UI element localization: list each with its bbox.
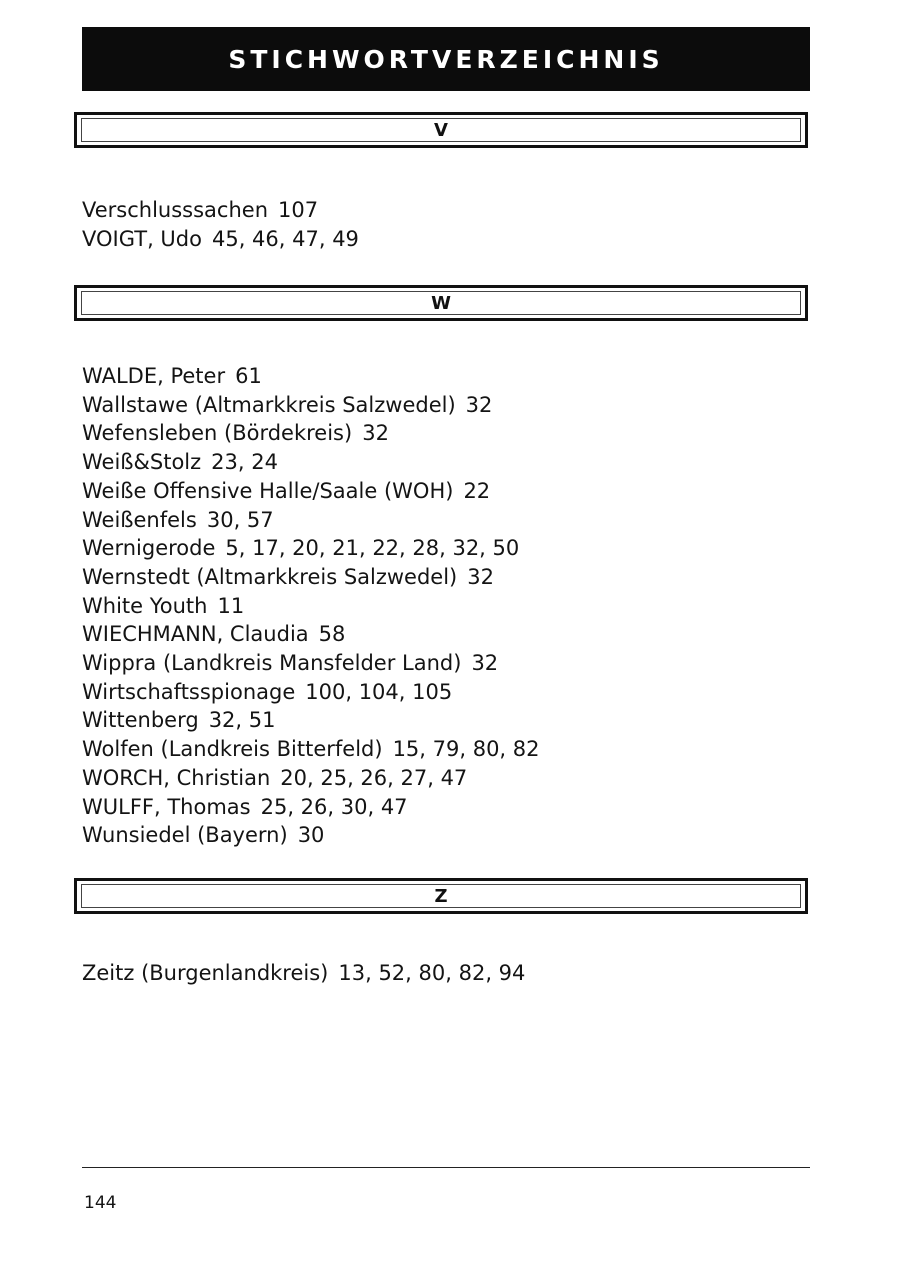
index-pages: 58 xyxy=(318,622,346,647)
index-term: WIECHMANN, Claudia xyxy=(82,622,309,647)
index-entry xyxy=(82,391,540,420)
index-entry xyxy=(82,196,359,225)
index-list-w xyxy=(82,362,540,850)
section-header-v xyxy=(74,112,808,148)
page-title: STICHWORTVERZEICHNIS xyxy=(82,27,810,91)
index-term: VOIGT, Udo xyxy=(82,226,202,251)
index-term: Zeitz (Burgenlandkreis) xyxy=(82,961,329,985)
index-pages: 45, 46, 47, 49 xyxy=(211,226,359,251)
index-term: WALDE, Peter xyxy=(82,364,226,388)
index-pages: 25, 26, 30, 47 xyxy=(260,794,408,819)
index-entry xyxy=(82,563,540,592)
section-letter: W xyxy=(431,292,451,314)
index-entry xyxy=(82,649,540,678)
index-entry xyxy=(82,706,540,735)
page-number: 144 xyxy=(84,1193,117,1213)
index-entry xyxy=(82,592,540,621)
index-entry xyxy=(82,506,540,535)
index-list-v xyxy=(82,196,359,253)
index-term: Wefensleben (Bördekreis) xyxy=(82,421,353,446)
index-entry xyxy=(82,362,540,391)
index-term: Wippra (Landkreis Mansfelder Land) xyxy=(82,651,462,676)
index-term: Wittenberg xyxy=(82,708,199,733)
index-entry xyxy=(82,225,359,254)
footer-divider xyxy=(82,1167,810,1168)
section-letter: V xyxy=(434,119,448,141)
index-pages: 22 xyxy=(463,478,491,503)
index-term: Wernstedt (Altmarkkreis Salzwedel) xyxy=(82,564,458,589)
index-term: Wernigerode xyxy=(82,536,216,561)
index-term: Wirtschaftsspionage xyxy=(82,679,296,704)
index-entry xyxy=(82,793,540,822)
index-entry xyxy=(82,735,540,764)
index-term: WORCH, Christian xyxy=(82,765,271,790)
index-pages: 32 xyxy=(362,421,389,446)
index-term: Wunsiedel (Bayern) xyxy=(82,823,288,848)
index-term: Wolfen (Landkreis Bitterfeld) xyxy=(82,737,383,762)
index-term: Weiße Offensive Halle/Saale (WOH) xyxy=(82,478,454,503)
index-entry xyxy=(82,959,525,988)
section-header-w xyxy=(74,285,808,321)
index-pages: 100, 104, 105 xyxy=(305,679,453,704)
index-entry xyxy=(82,620,540,649)
index-list-z xyxy=(82,959,525,988)
index-pages: 61 xyxy=(235,364,262,388)
section-letter: Z xyxy=(434,885,448,907)
index-pages: 32 xyxy=(467,564,494,589)
index-entry xyxy=(82,821,540,850)
index-entry xyxy=(82,764,540,793)
index-entry xyxy=(82,448,540,477)
index-entry xyxy=(82,678,540,707)
index-pages: 30 xyxy=(297,823,325,848)
index-pages: 5, 17, 20, 21, 22, 28, 32, 50 xyxy=(225,536,520,561)
index-term: Wallstawe (Altmarkkreis Salzwedel) xyxy=(82,392,456,417)
index-pages: 32 xyxy=(465,392,493,417)
index-term: Verschlusssachen xyxy=(82,198,269,222)
index-pages: 30, 57 xyxy=(206,507,274,532)
index-pages: 107 xyxy=(278,198,319,222)
index-pages: 13, 52, 80, 82, 94 xyxy=(338,961,526,985)
index-pages: 15, 79, 80, 82 xyxy=(392,737,540,762)
index-entry xyxy=(82,534,540,563)
index-term: WULFF, Thomas xyxy=(82,794,251,819)
index-term: White Youth xyxy=(82,593,208,618)
section-header-z xyxy=(74,878,808,914)
index-pages: 32, 51 xyxy=(208,708,276,733)
index-term: Weißenfels xyxy=(82,507,197,532)
index-pages: 11 xyxy=(217,593,245,618)
index-pages: 32 xyxy=(471,651,499,676)
index-pages: 23, 24 xyxy=(211,450,278,475)
index-term: Weiß&Stolz xyxy=(82,450,202,475)
index-pages: 20, 25, 26, 27, 47 xyxy=(280,765,468,790)
index-entry xyxy=(82,419,540,448)
index-entry xyxy=(82,477,540,506)
